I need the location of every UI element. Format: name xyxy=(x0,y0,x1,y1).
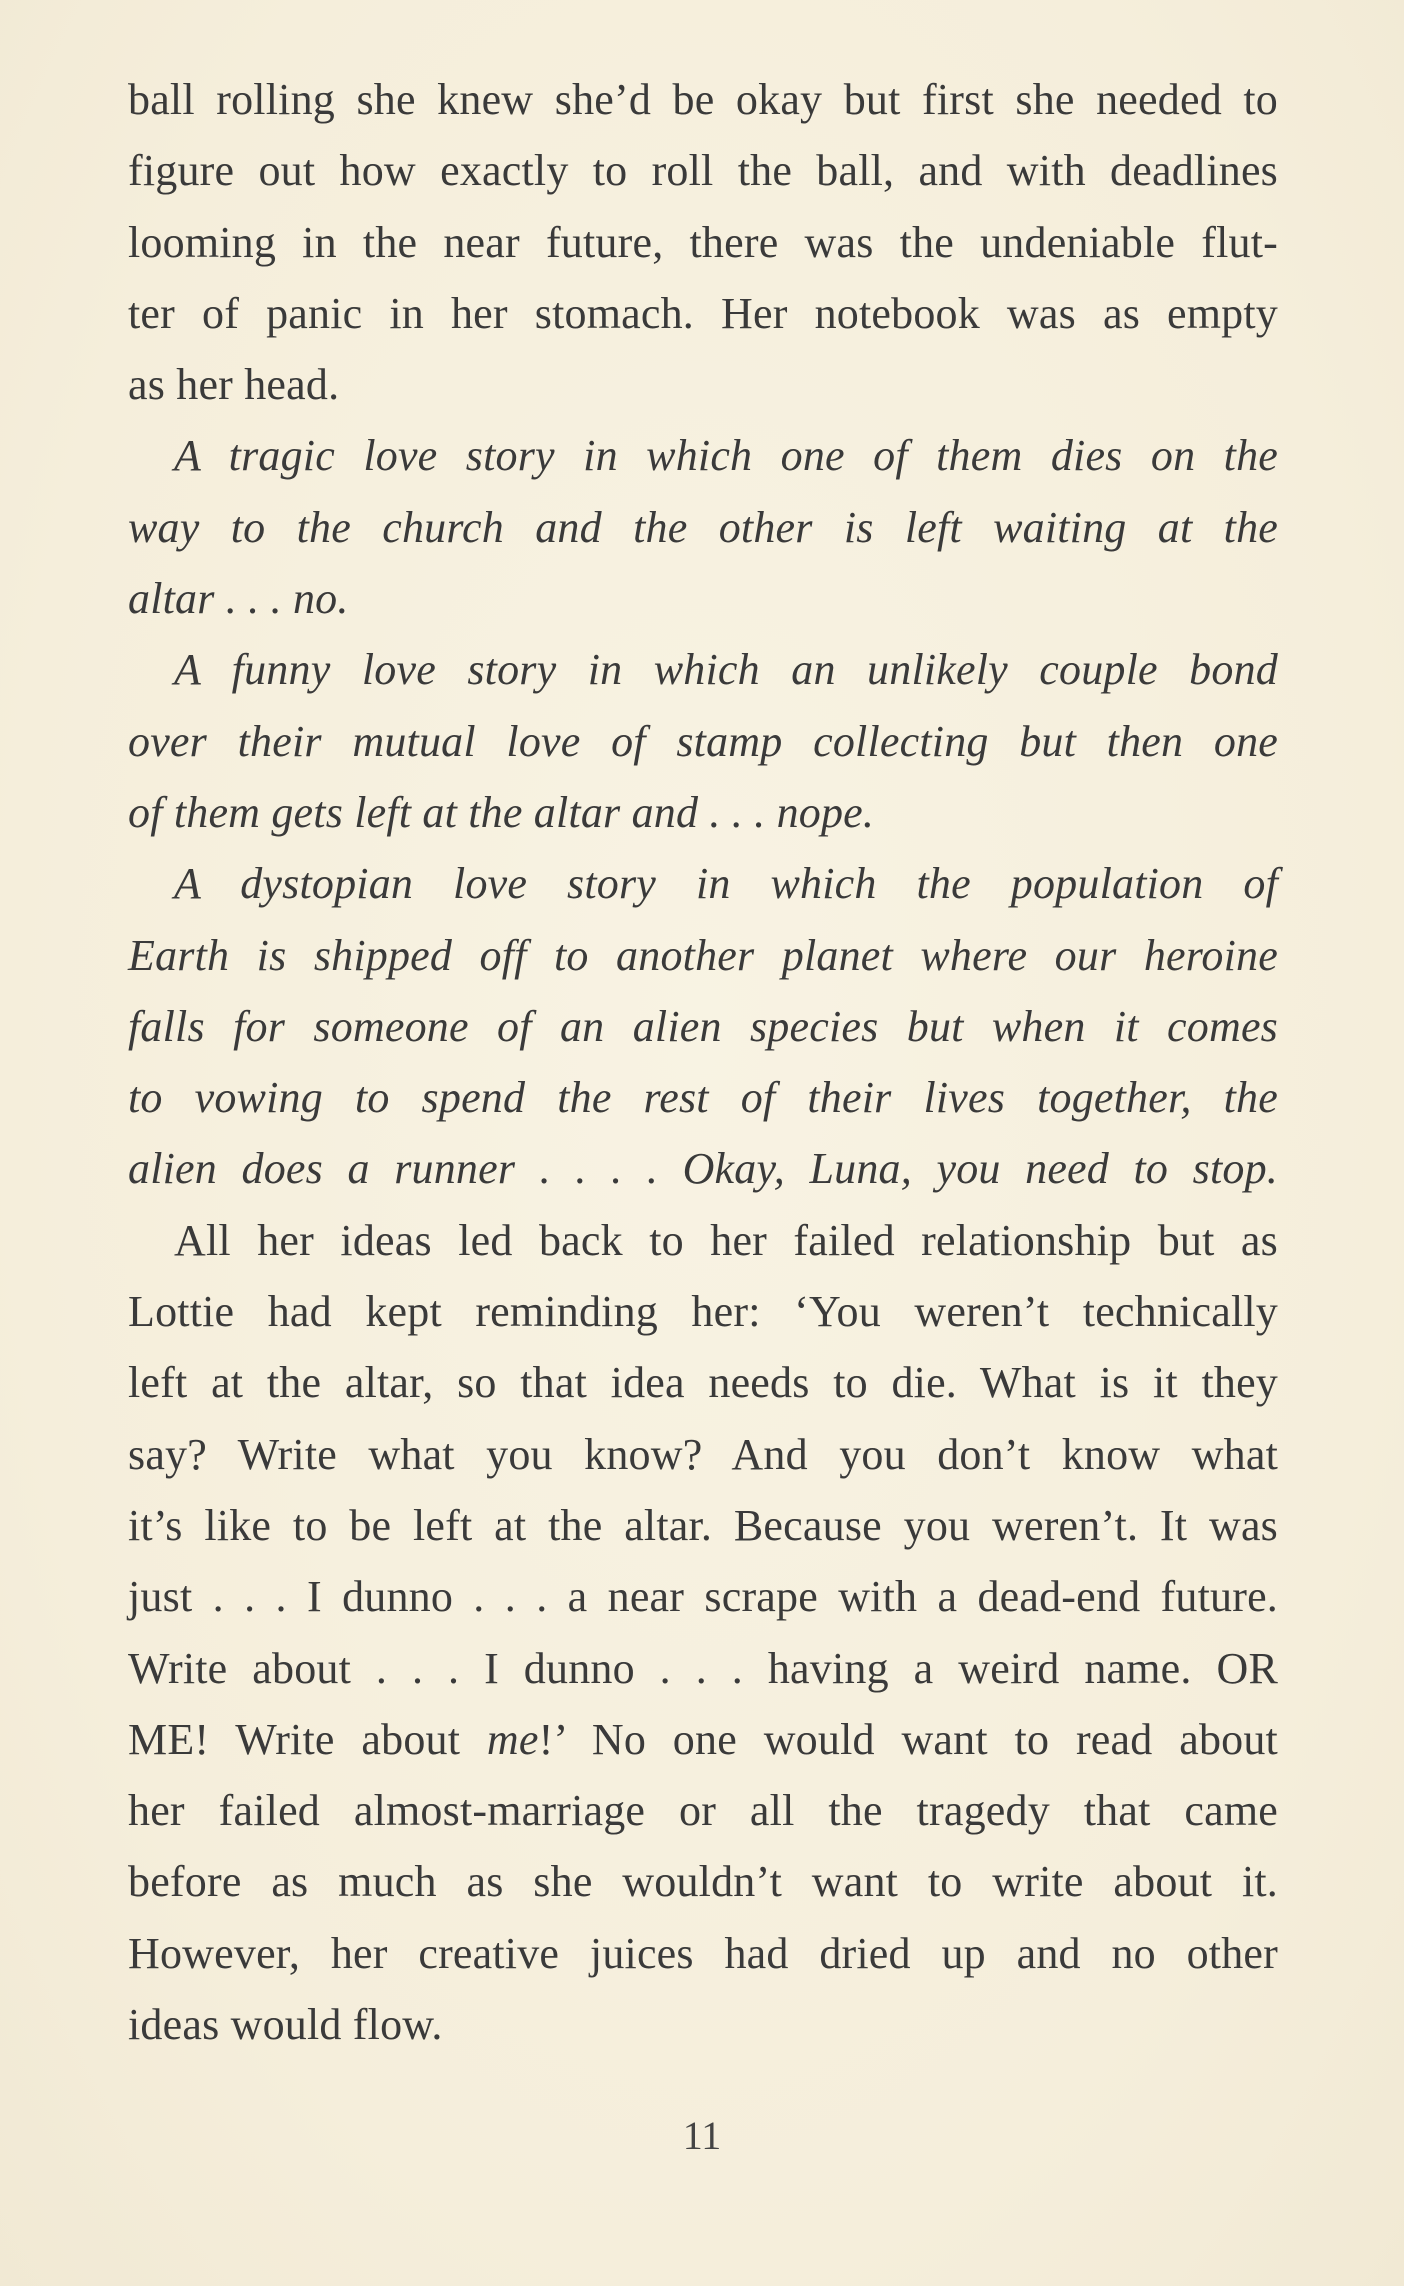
text-line: way to the church and the other is left waiting at the xyxy=(128,502,1278,552)
text-line: figure out how exactly to roll the ball, and with deadlines xyxy=(128,146,1278,196)
text-line: of them gets left at the altar and . . . nope. xyxy=(128,787,875,837)
text-line: All her ideas led back to her failed relationship but as xyxy=(174,1215,1278,1265)
text-line: altar . . . no. xyxy=(128,574,349,624)
text-line: Earth is shipped off to another planet where our heroine xyxy=(128,930,1278,980)
text-line: ME! Write about me!’ No one would want to read about xyxy=(128,1714,1278,1764)
text-line: ideas would flow. xyxy=(128,2000,443,2050)
text-line: as her head. xyxy=(128,360,340,410)
text-line: over their mutual love of stamp collecting but then one xyxy=(128,716,1278,766)
text-line: Lottie had kept reminding her: ‘You weren’t technically xyxy=(128,1287,1278,1337)
text-line: falls for someone of an alien species but when it comes xyxy=(128,1001,1278,1051)
text-line: A dystopian love story in which the population of xyxy=(174,859,1278,909)
text-line: alien does a runner . . . . Okay, Luna, you need to stop. xyxy=(128,1144,1278,1194)
body-text xyxy=(128,64,1278,2060)
text-line: say? Write what you know? And you don’t know what xyxy=(128,1429,1278,1479)
text-line: her failed almost-marriage or all the tragedy that came xyxy=(128,1786,1278,1836)
emphasis-me: me xyxy=(486,1714,539,1764)
text-line: However, her creative juices had dried up and no other xyxy=(128,1928,1278,1978)
text-line: A tragic love story in which one of them dies on the xyxy=(174,431,1278,481)
text-line: to vowing to spend the rest of their lives together, the xyxy=(128,1073,1278,1123)
text-line: Write about . . . I dunno . . . having a weird name. OR xyxy=(128,1643,1278,1693)
text-line: before as much as she wouldn’t want to write about it. xyxy=(128,1857,1278,1907)
text-line: left at the altar, so that idea needs to die. What is it they xyxy=(128,1358,1278,1408)
text-line: ter of panic in her stomach. Her notebook was as empty xyxy=(128,288,1278,338)
page-number: 11 xyxy=(682,2113,722,2158)
text-line: A funny love story in which an unlikely couple bond xyxy=(174,645,1278,695)
text-line: it’s like to be left at the altar. Because you weren’t. It was xyxy=(128,1500,1278,1550)
text-line: just . . . I dunno . . . a near scrape with a dead-end future. xyxy=(128,1572,1278,1622)
text-line: ball rolling she knew she’d be okay but first she needed to xyxy=(128,75,1278,124)
text-line: looming in the near future, there was the undeniable flut- xyxy=(128,217,1278,267)
